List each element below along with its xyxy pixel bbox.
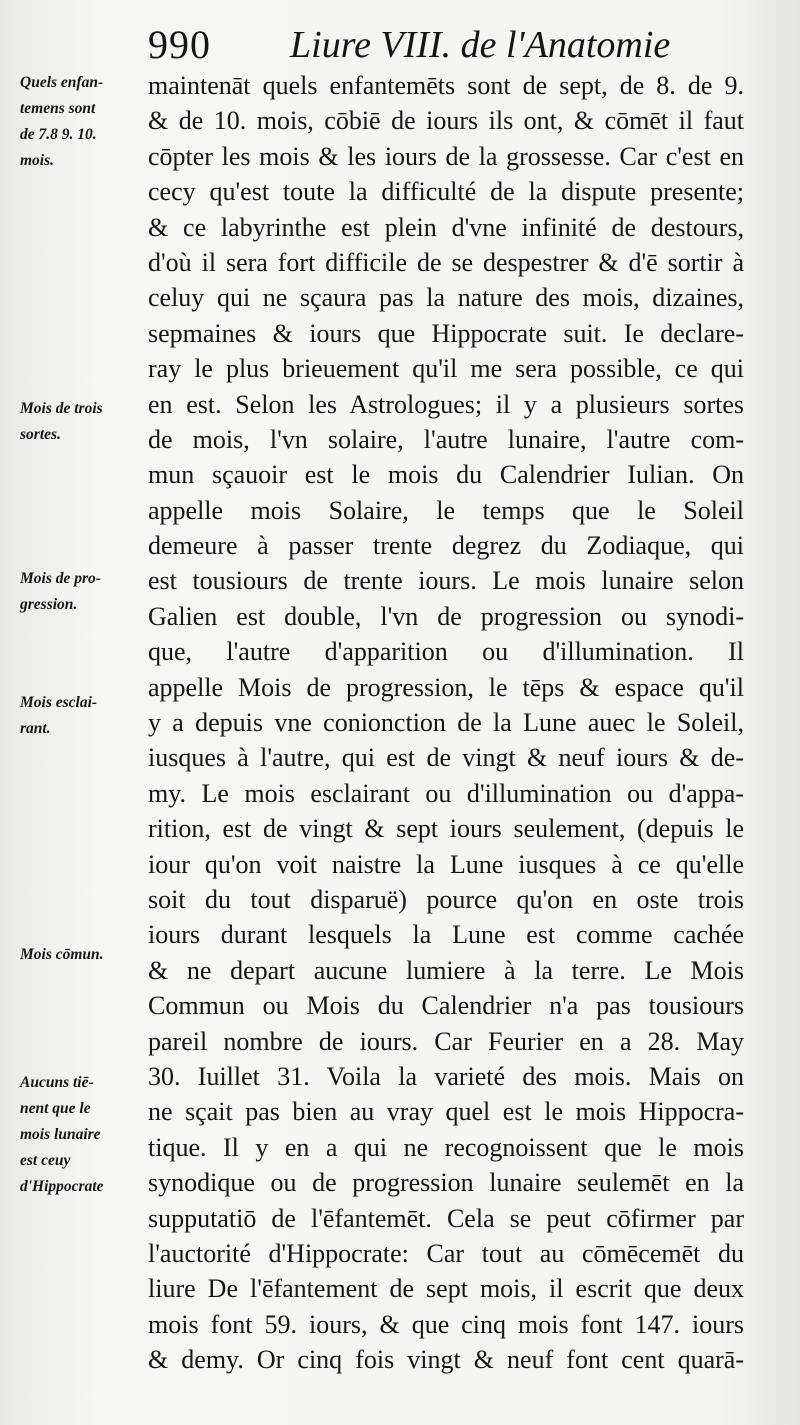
text-line: soit du tout disparuë) pource qu'on en oste trois [148,884,744,914]
marginal-note-line: Mois cōmun. [20,946,104,963]
text-line: est tousiours de trente iours. Le mois lunaire selon [148,566,744,596]
marginal-note-trois-sortes [20,396,152,448]
body-text [148,68,744,1377]
text-line: l'auctorité d'Hippocrate: Car tout au cōmēcemēt du [148,1238,744,1268]
text-line: synodique ou de progression lunaire seulemēt en la [148,1168,744,1198]
text-line: que, l'autre d'apparition ou d'illumination. Il [148,637,744,667]
page-number: 990 [148,22,211,67]
text-line: & ne depart aucune lumiere à la terre. Le Mois [148,955,744,985]
text-line: 30. Iuillet 31. Voila la varieté des mois. Mais on [148,1061,744,1091]
text-line: y a depuis vne conionction de la Lune auec le Soleil, [148,708,744,738]
marginal-note-line: Mois de pro- [20,570,101,587]
marginal-note-progression [20,566,152,618]
text-line: tique. Il y en a qui ne recognoissent que le mois [148,1132,744,1162]
text-line: d'où il sera fort difficile de se despestrer & d'ē sortir à [148,247,744,277]
text-line: iours durant lesquels la Lune est comme cachée [148,920,744,950]
text-line: mun sçauoir est le mois du Calendrier Iulian. On [148,460,744,490]
text-line: en est. Selon les Astrologues; il y a plusieurs sortes [148,389,744,419]
marginal-note-line: de 7.8 9. 10. [20,126,97,143]
text-line: cecy qu'est toute la difficulté de la dispute presente; [148,177,744,207]
marginal-note-line: mois. [20,152,55,169]
text-line: appelle mois Solaire, le temps que le Soleil [148,495,744,525]
text-line: Commun ou Mois du Calendrier n'a pas tousiours [148,991,744,1021]
text-line: cōpter les mois & les iours de la grossesse. Car c'est en [148,141,744,171]
text-line: & demy. Or cinq fois vingt & neuf font cent quarā- [148,1345,744,1375]
marginal-note-line: Mois esclai- [20,694,98,711]
marginal-note-line: Quels enfan- [20,74,104,91]
text-line: rition, est de vingt & sept iours seulement, (depuis le [148,814,744,844]
page-header [140,18,780,72]
text-line: demeure à passer trente degrez du Zodiaque, qui [148,531,744,561]
text-line: celuy qui ne sçaura pas la nature des mois, dizaines, [148,283,744,313]
text-line: appelle Mois de progression, le tēps & espace qu'il [148,672,744,702]
marginal-note-line: mois lunaire [20,1126,101,1143]
text-line: my. Le mois esclairant ou d'illumination ou d'appa- [148,778,744,808]
text-line: & de 10. mois, cōbiē de iours ils ont, & cōmēt il faut [148,106,744,136]
text-line: ne sçait pas bien au vray quel est le mois Hippocra- [148,1097,744,1127]
text-line: sepmaines & iours que Hippocrate suit. Ie declare- [148,318,744,348]
marginal-note-line: Mois de trois [20,400,103,417]
text-line: pareil nombre de iours. Car Feurier en a 28. May [148,1026,744,1056]
marginal-note-line: d'Hippocrate [20,1178,104,1195]
marginal-note-esclairant [20,690,152,742]
marginal-note-hippocrate [20,1070,152,1200]
marginal-note-line: gression. [20,596,78,613]
text-line: supputatiō de l'ēfantemēt. Cela se peut cōfirmer par [148,1203,744,1233]
text-line: liure De l'ēfantement de sept mois, il escrit que deux [148,1274,744,1304]
text-line: iour qu'on voit naistre la Lune iusques à ce qu'elle [148,849,744,879]
text-line: iusques à l'autre, qui est de vingt & neuf iours & de- [148,743,744,773]
text-line: Galien est double, l'vn de progression ou synodi- [148,601,744,631]
marginal-note-line: Aucuns tiē- [20,1074,94,1091]
marginal-note-line: est ceuy [20,1152,71,1169]
marginal-note-commun [20,942,152,968]
text-line: & ce labyrinthe est plein d'vne infinité de destours, [148,212,744,242]
text-line: maintenāt quels enfantemēts sont de sept, de 8. de 9. [148,71,744,100]
marginal-note-line: rant. [20,720,51,737]
marginal-note-enfantements [20,70,152,174]
text-line: de mois, l'vn solaire, l'autre lunaire, l'autre com- [148,424,744,454]
marginal-note-line: sortes. [20,426,61,443]
marginal-note-line: nent que le [20,1100,91,1117]
running-title: Liure VIII. de l'Anatomie [290,24,671,66]
marginal-note-line: temens sont [20,100,96,117]
text-line: mois font 59. iours, & que cinq mois font 147. iours [148,1309,744,1339]
text-line: ray le plus brieuement qu'il me sera possible, ce qui [148,354,744,384]
